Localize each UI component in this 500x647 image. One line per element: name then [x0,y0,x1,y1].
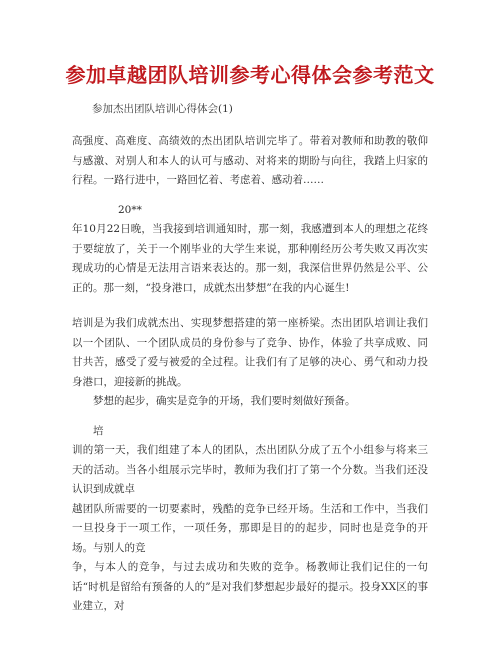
paragraph-competition: 越团队所需要的一切要素时，残酷的竞争已经开场。生活和工作中，当我们一旦投身于一项工作，一项任务，那即是目的的起步，同时也是竞争的开场。与别人的竞 [72,502,428,554]
paragraph-fragment: 培 [93,424,104,437]
spacer [72,191,428,201]
document-subtitle: 参加杰出团队培训心得体会(1) [92,103,233,115]
document-body [72,132,428,617]
spacer [72,412,428,422]
spacer [72,298,428,314]
paragraph-intro: 高强度、高难度、高绩效的杰出团队培训完毕了。带着对教师和助教的敬仰与感激、对别人和本人的认可与感动、对将来的期盼与向往，我踏上归家的行程。一路行进中，一路回忆着、考虑着、感动着…… [72,135,428,186]
paragraph-year: 20** [118,203,142,216]
paragraph-day-one: 训的第一天，我们组建了本人的团队，杰出团队分成了五个小组参与将来三天的活动。当各小组展示完毕时，教师为我们打了第一个分数。当我们还没认识到成就卓 [72,444,428,495]
document-title: 参加卓越团队培训参考心得体会参考范文 [65,63,435,87]
paragraph-prepared: 争，与本人的竞争，与过去成功和失败的竞争。杨教师让我们记住的一句话“时机是留给有预备的人的”是对我们梦想起步最好的提示。投身XX区的事业建立，对 [72,561,428,612]
paragraph-notification: 年10月22日晚，当我接到培训通知时，那一刻，我感遭到本人的理想之花终于要绽放了，关于一个刚毕业的大学生来说，那种刚经历公考失败又再次实现成功的心情是无法用言语来表达的。那一刻，我深信世界仍然是公平、公正的。那一刻，“投身港口，成就杰出梦想”在我的内心诞生! [72,223,428,294]
paragraph-dream-start: 梦想的起步，确实是竞争的开场，我们要时刻做好预备。 [93,395,356,407]
paragraph-training-bridge: 培训是为我们成就杰出、实现梦想搭建的第一座桥梁。杰出团队培训让我们以一个团队、一个团队成员的身份参与了竞争、协作，体验了共享成败、同甘共苦，感受了爱与被爱的全过程。让我们有了足够的决心、勇气和动力投身港口，迎接新的挑战。 [72,317,428,388]
